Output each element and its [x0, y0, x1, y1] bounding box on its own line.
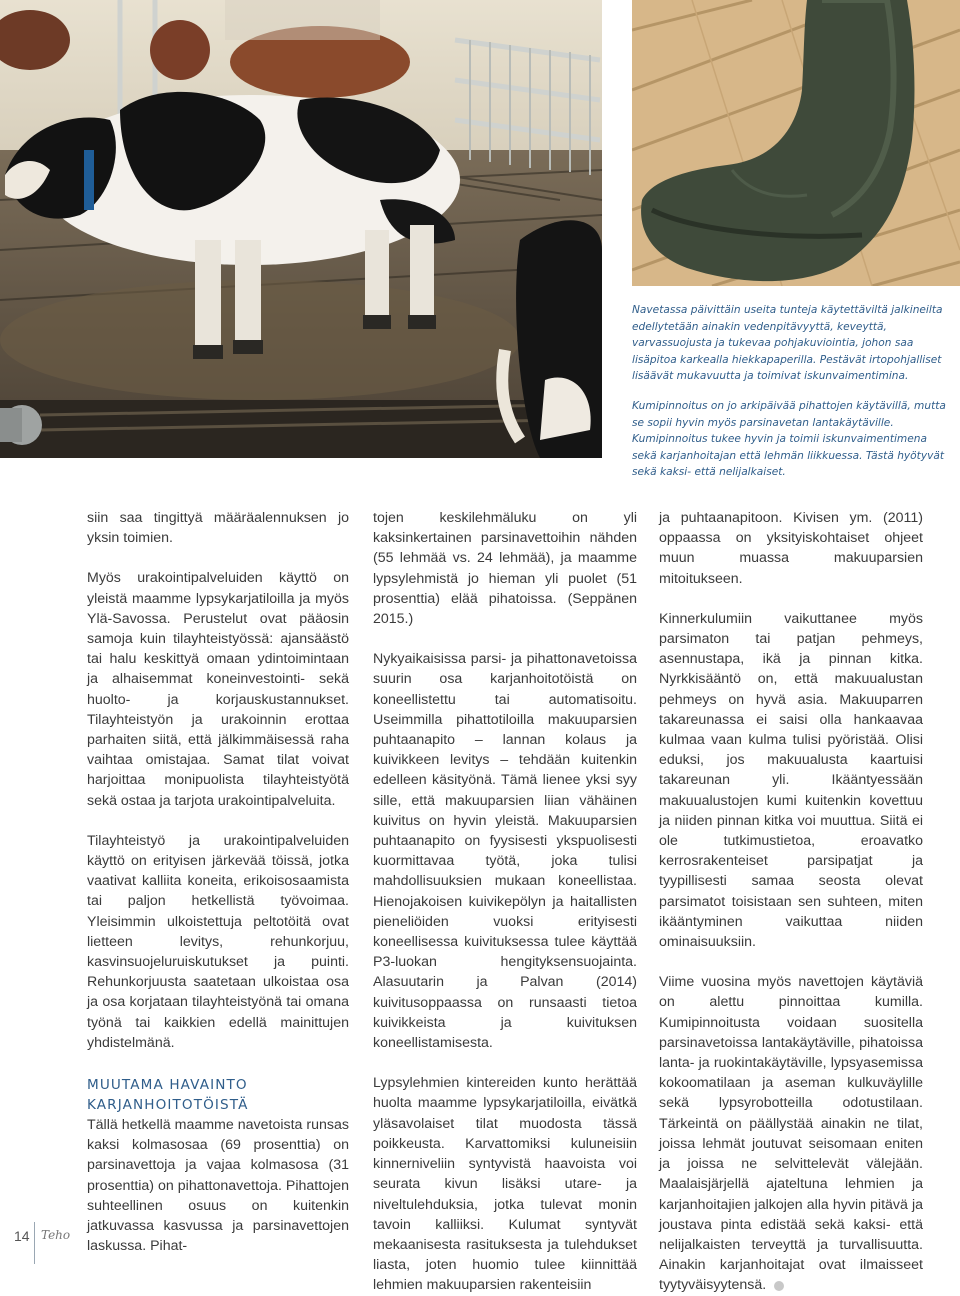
section-heading-line-1: MUUTAMA HAVAINTO — [87, 1077, 248, 1094]
paragraph — [659, 972, 923, 1295]
paragraph: Kinnerkulumiin vaikuttanee myös parsimaton tai patjan pehmeys, asennustapa, ikä ja pinnan kitka. Nyrkkisääntö on, että makuualustan pehmeys on hyvä asia. Makuuparren takareunassa ei saisi olla hankaavaa kulmaa vaan kulma tulisi pyöristää. Olisi eduksi, jos makuualusta kaartuisi takareunan yli. Ikääntyessään makuualustojen kumi kuitenkin kovettuu ja niiden pinnan kitka voi muuttua. Siitä ei ole tutkimustietoa, eroavatko kerrosrakenteiset parsipatjat ja tyypillisesti samaa seosta olevat parsimatot toisistaan sen suhteen, miten ikääntyminen vaikuttaa niiden ominaisuuksiin. — [659, 610, 923, 951]
text-column-3 — [659, 508, 923, 1296]
photo-caption-footwear: Navetassa päivittäin useita tunteja käytettäviltä jalkineilta edellytetään ainakin vedenpitävyyttä, keveyttä, varvassuojusta ja tukevaa pohjakuviointia, johon saa lisäpitoa karkealla hiekkapaperilla. Pestävät irtopohjalliset lisäävät mukavuutta ja toimivat iskunvaimentimina. — [632, 304, 943, 382]
text-column-2 — [373, 508, 637, 1296]
paragraph: ja puhtaanapitoon. Kivisen ym. (2011) oppaassa on yksityiskohtaiset ohjeet muun muassa makuuparsien mitoitukseen. — [659, 510, 923, 587]
paragraph: Tällä hetkellä maamme navetoista runsas kaksi kolmasosaa (69 prosenttia) on parsinavettoja ja vajaa kolmasosa (31 prosenttia) on pihattonavettoja. Pihattojen suhteellinen osuus on kuitenkin jatkuvassa kasvussa ja parsinavettojen laskussa. Pihat- — [87, 1117, 349, 1255]
publication-name: Teho — [41, 1228, 71, 1242]
section-heading — [87, 1075, 349, 1115]
paragraph: Myös urakointipalveluiden käyttö on yleistä maamme lypsykarjatiloilla ja myös Ylä-Savossa. Perustelut ovat pääosin samoja kuin tilayhteistyössä: ajansäästö tai halu keskittyä omaan ydintoimintaan ja alhaisemmat koneinvestointi- sekä huolto- ja korjauskustannukset. Tilayhteistyön ja urakoinnin erottaa parhaiten siitä, että jälkimmäisessä raha vaihtaa omistajaa. Samat tilat voivat harjoittaa monipuolista tilayhteistyötä sekä ostaa ja tarjota urakointipalveluita. — [87, 570, 349, 809]
text-column-1 — [87, 508, 349, 1257]
paragraph: siin saa tingittyä määräalennuksen jo yksin toimien. — [87, 510, 349, 547]
cows-in-barn-photo — [0, 0, 602, 458]
article-end-mark-icon — [774, 1281, 784, 1291]
page-number: 14 — [14, 1228, 30, 1244]
paragraph: Nykyaikaisissa parsi- ja pihattonavetoissa suurin osa karjanhoitotöistä on koneellistettu tai automatisoitu. Useimmilla pihattotiloilla makuuparsien puhtaanapito – lannan kolaus ja kuivikkeen levitys – tehdään kuitenkin edelleen käsityönä. Tämä lienee yksi syy sille, että makuuparsien liian vähäinen kuivitus on hyvin yleistä. Makuuparsien puhtaanapito on fyysisesti ykspuolisesti kuormittavaa työtä, joka tulisi mahdollisuuksien mukaan koneellistaa. Hienojakoisen kuivikepölyn ja haitallisten pieneliöiden vuoksi erityisesti koneellisessa kuivituksessa tulee käyttää P3-luokan hengityksensuojainta. Alasuutarin ja Palvan (2014) kuivitusoppaassa on runsaasti tietoa kuivikkeista ja kuivituksen koneellistamisesta. — [373, 651, 637, 1052]
paragraph: Lypsylehmien kintereiden kunto herättää huolta maamme lypsykarjatiloilla, eivätkä yläsavolaiset tilat muodosta tässä poikkeusta. Karvattomiksi kuluneisiin kinnerniveliin syntyvistä haavoista voi seurata kivun lisäksi utare- ja niveltulehduksia, jotka tulevat monin tavoin kalliiksi. Kulumat syntyvät mekaanisesta rasituksesta ja tulehdukset liasta, joten huomio tulee kiinnittää lehmien makuuparsien rakenteisiin — [373, 1075, 637, 1294]
closing-paragraph-text: Viime vuosina myös navettojen käytäviä on alettu pinnoittaa kumilla. Kumipinnoitusta voidaan suositella parsinavetoissa lantakäytäville, pihatoissa lanta- ja ruokintakäytäville, lypsyasemissa kokoomatilaan ja aseman kulkuväylille sekä lypsyrobotteilla odotustilaan. Tärkeintä on päällystää ainakin ne tilat, joissa lehmät joutuvat seisomaan eniten ja joissa ne selvittelevät välejään. Maalaisjärjellä ajateltuna lehmien ja karjanhoitajien jalkojen alla hyvin pitävä ja joustava pinta edistää sekä kaksi- että nelijalkaisten terveyttä ja turvallisuutta. Ainakin karjanhoitajat ovat ilmaisseet tyytyväisyytensä. — [659, 974, 923, 1294]
section-heading-line-2: KARJANHOITOTÖISTÄ — [87, 1097, 249, 1114]
rubber-boot-photo — [632, 0, 960, 286]
footer-divider — [34, 1222, 35, 1264]
photo-caption-rubber-coating: Kumipinnoitus on jo arkipäivää pihattojen käytävillä, mutta se sopii hyvin myös parsinavetan lantakäytäville. Kumipinnoitus tukee hyvin ja toimii iskunvaimentimena sekä karjanhoitajan että lehmän liikkuessa. Tästä hyötyvät sekä kaksi- että nelijalkaiset. — [632, 400, 946, 478]
paragraph: Tilayhteistyö ja urakointipalveluiden käyttö on erityisen järkevää töissä, jotka vaativat kalliita koneita, erikoisosaamista tai paljon hetkellistä työvoimaa. Yleisimmin ulkoistettuja peltotöitä ovat lietteen levitys, rehunkorjuu, kasvinsuojeluruiskutukset ja puinti. Rehunkorjuusta saatetaan ulkoistaa osa ja osa korjataan tilayhteistyönä tai omana työnä tai kaikkien edellä mainittujen yhdistelmänä. — [87, 832, 349, 1051]
paragraph: tojen keskilehmäluku on yli kaksinkertainen parsinavettoihin nähden (55 lehmää vs. 24 lehmää), ja maamme lypsylehmistä jo hieman yli puolet (51 prosenttia) elää pihatoissa. (Seppänen 2015.) — [373, 510, 637, 628]
